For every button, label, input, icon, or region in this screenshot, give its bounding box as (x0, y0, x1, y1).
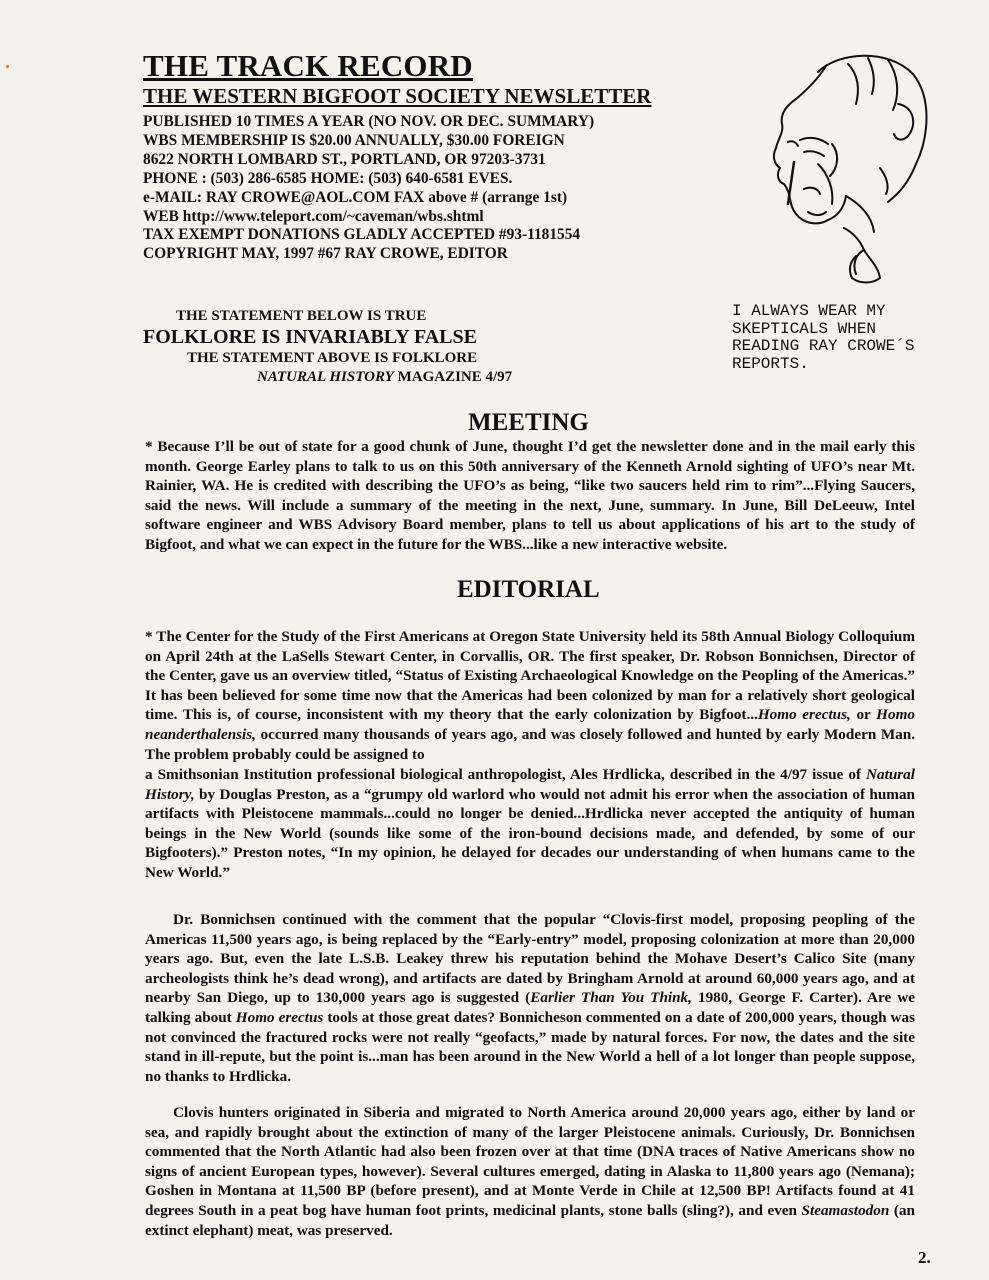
source-title: NATURAL HISTORY (257, 369, 394, 385)
text-run: Dr. Bonnichsen continued with the comment that the popular “Clovis-first model, proposing peopling of the Americas 11,500 years ago, is being replaced by the “Early-entry” model, proposing colonization at more than 20,000 years ago. But, even the late L.S.B. Leakey threw his reputation behind the Mohave Desert’s Calico Site (many archeologists think he’s dead wrong), and artifacts are dated by Bringham Arnold at around 60,000 years ago, and at nearby San Diego, up to 130,000 years ago is suggested ( (145, 911, 915, 1007)
meeting-heading: MEETING (468, 409, 589, 436)
newsletter-title: THE TRACK RECORD (143, 48, 473, 83)
editorial-heading: EDITORIAL (457, 576, 600, 603)
paper-speck (6, 65, 9, 68)
masthead-line: 8622 NORTH LOMBARD ST., PORTLAND, OR 97203-3731 (143, 150, 546, 168)
masthead-line: PHONE : (503) 286-6585 HOME: (503) 640-6581 EVES. (143, 169, 513, 187)
statement-line: THE STATEMENT BELOW IS TRUE (176, 308, 427, 324)
editorial-paragraph (145, 765, 915, 883)
cartoon-caption: I ALWAYS WEAR MY SKEPTICALS WHEN READING RAY CROWE´S REPORTS. (732, 302, 915, 373)
source-detail: MAGAZINE 4/97 (393, 369, 513, 385)
masthead-info (143, 113, 703, 264)
masthead-line: COPYRIGHT MAY, 1997 #67 RAY CROWE, EDITOR (143, 245, 508, 263)
italic-run: Homo erectus (235, 1008, 324, 1026)
italic-run: Homo erectus, (757, 706, 851, 724)
text-run: or (850, 706, 877, 724)
statement-headline: FOLKLORE IS INVARIABLY FALSE (143, 326, 477, 348)
page-number: 2. (918, 1248, 931, 1267)
masthead-line: e-MAIL: RAY CROWE@AOL.COM FAX above # (arrange 1st) (143, 188, 568, 206)
text-run: * The Center for the Study of the First Americans at Oregon State University held its 58th Annual Biology Colloquium on April 24th at the LaSells Stewart Center, in Corvallis, OR. The first speaker, Dr. Robson Bonnichsen, Director of the Center, gave us an overview titled, “Status of Existing Archaeological Knowledge on the Peopling of the Americas.” It has been believed for some time now that the Americas had been colonized by man for a relatively short geological time. This is, of course, inconsistent with my theory that the early colonization by Bigfoot... (145, 628, 915, 724)
italic-run: Earlier Than You Think, (530, 989, 692, 1007)
masthead-line: PUBLISHED 10 TIMES A YEAR (NO NOV. OR DEC. SUMMARY) (143, 113, 595, 130)
text-run: Clovis hunters originated in Siberia and migrated to North America around 20,000 years ago, either by land or sea, and rapidly brought about the extinction of many of the larger Pleistocene animals. Curiously, Dr. Bonnichsen commented that the North Atlantic had also been frozen over at that time (DNA traces of Native Americans show no signs of ancient European types, however). Several cultures emerged, dating in Alaska to 11,800 years ago (Nemana); Goshen in Montana at 11,500 BP (before present), and at Monte Verde in Chile at 12,500 BP! Artifacts found at 41 degrees South in a peat bog have human foot prints, medicinal plants, stone balls (sling?), and even (145, 1104, 915, 1219)
statement-source (257, 369, 512, 386)
meeting-paragraph: * Because I’ll be out of state for a good chunk of June, thought I’d get the newsletter done and in the mail early this month. George Earley plans to talk to us on this 50th anniversary of the Kenneth Arnold sighting of UFO’s near Mt. Rainier, WA. He is credited with describing the UFO’s as being, “like two saucers held rim to rim”...Flying Saucers, said the news. Will include a summary of the meeting in the next, June, summary. In June, Bill DeLeeuw, Intel software engineer and WBS Advisory Board member, plans to tell us about applications of his art to the study of Bigfoot, and what we can expect in the future for the WBS...like a new interactive website. (145, 438, 915, 553)
masthead-line: WEB http://www.teleport.com/~caveman/wbs.shtml (143, 207, 484, 225)
text-run: tools at those great dates? Bonnicheson commented on a date of 200,000 years, though was not convinced the fractured rocks were not really “geofacts,” made by natural forces. For now, the dates and the site stand in ill-repute, but the point is...man has been around in the New World a hell of a lot longer than people suppose, no thanks to Hrdlicka. (145, 1008, 916, 1085)
text-run: 1980, George F. Carter). Are we talking about (145, 989, 915, 1026)
newsletter-subtitle: THE WESTERN BIGFOOT SOCIETY NEWSLETTER (143, 84, 652, 108)
statement-line: THE STATEMENT ABOVE IS FOLKLORE (187, 350, 478, 366)
editorial-paragraph (145, 1103, 915, 1240)
text-run: (an extinct elephant) meat, was preserved. (145, 1201, 915, 1239)
italic-run: Natural History, (145, 766, 915, 803)
italic-run: Homo neanderthalensis, (145, 706, 915, 743)
masthead-line: TAX EXEMPT DONATIONS GLADLY ACCEPTED #93-1181554 (143, 226, 581, 244)
text-run: occurred many thousands of years ago, and was closely followed and hunted by early Modern Man. The problem probably could be assigned to (145, 725, 915, 763)
italic-run: Steamastodon (801, 1201, 890, 1219)
skeptic-sketch-icon (748, 44, 938, 294)
editorial-paragraph (145, 627, 915, 764)
masthead-line: WBS MEMBERSHIP IS $20.00 ANNUALLY, $30.00 FOREIGN (143, 131, 565, 149)
editorial-paragraph (145, 910, 915, 1086)
text-run: by Douglas Preston, as a “grumpy old warlord who would not admit his error when the association of human artifacts with Pleistocene mammals...could no longer be denied...Hrdlicka never accepted the antiquity of human beings in the New World (sounds like some of the iron-bound decisions made, and defended, by some of our Bigfooters).” Preston notes, “In my opinion, he delayed for decades our understanding of when humans came to the New World.” (145, 785, 915, 881)
text-run: a Smithsonian Institution professional biological anthropologist, Ales Hrdlicka, described in the 4/97 issue of (145, 766, 867, 783)
